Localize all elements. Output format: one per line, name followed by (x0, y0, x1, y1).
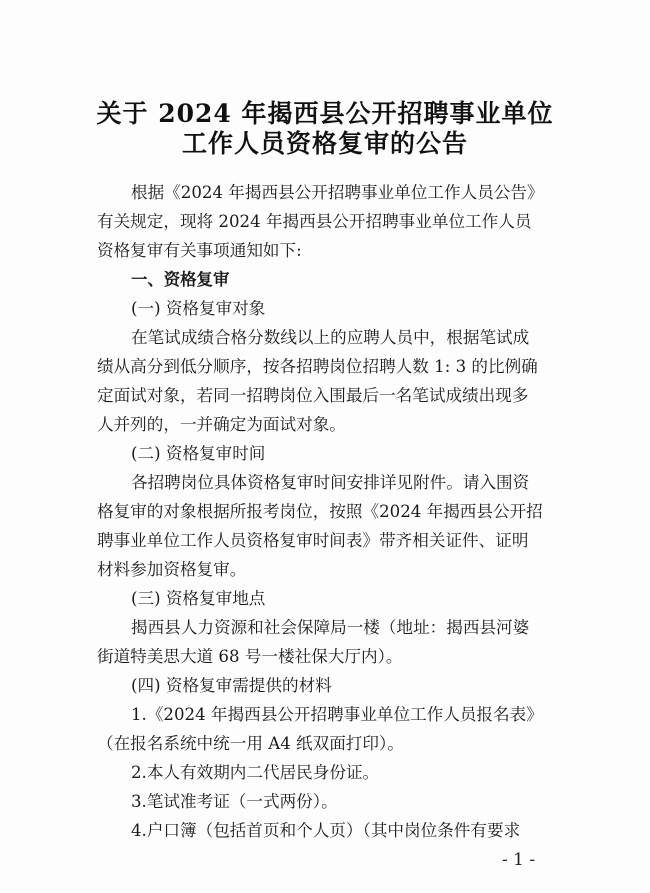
paragraph-line: 材料参加资格复审。 (97, 560, 247, 579)
paragraph-line: 根据《2024 年揭西县公开招聘事业单位工作人员公告》 (131, 183, 544, 202)
paragraph-line: 揭西县人力资源和社会保障局一楼（地址：揭西县河婆 (131, 618, 530, 637)
paragraph-line: 资格复审有关事项通知如下: (97, 241, 302, 260)
paragraph-line: 绩从高分到低分顺序，按各招聘岗位招聘人数 1: 3 的比例确 (97, 357, 538, 376)
document-title-line-2: 工作人员资格复审的公告 (181, 129, 468, 158)
section-heading: 一、资格复审 (131, 270, 230, 289)
paragraph-line: 各招聘岗位具体资格复审时间安排详见附件。请入围资 (131, 473, 530, 492)
list-item: 1.《2024 年揭西县公开招聘事业单位工作人员报名表》 (131, 705, 543, 724)
paragraph-line: 定面试对象，若同一招聘岗位入围最后一名笔试成绩出现多 (97, 386, 529, 405)
paragraph-line: 在笔试成绩合格分数线以上的应聘人员中，根据笔试成 (131, 328, 530, 347)
subsection-heading: (三) 资格复审地点 (131, 589, 266, 608)
list-item: 2.本人有效期内二代居民身份证。 (131, 763, 380, 782)
paragraph-line: 格复审的对象根据所报考岗位，按照《2024 年揭西县公开招 (97, 502, 543, 521)
paragraph-line: 人并列的，一并确定为面试对象。 (97, 415, 346, 434)
list-item: 4.户口簿（包括首页和个人页）（其中岗位条件有要求 (131, 821, 521, 840)
subsection-heading: (一) 资格复审对象 (131, 299, 266, 318)
list-item: 3.笔试准考证（一式两份）。 (131, 792, 338, 811)
subsection-heading: (四) 资格复审需提供的材料 (131, 676, 332, 695)
page-number: - 1 - (502, 850, 536, 870)
document-title-line-1: 关于 2024 年揭西县公开招聘事业单位 (96, 99, 554, 128)
paragraph-line: 有关规定，现将 2024 年揭西县公开招聘事业单位工作人员 (97, 212, 532, 231)
subsection-heading: (二) 资格复审时间 (131, 444, 266, 463)
paragraph-line: 街道特美思大道 68 号一楼社保大厅内）。 (97, 647, 403, 666)
paragraph-line: 聘事业单位工作人员资格复审时间表》带齐相关证件、证明 (97, 531, 529, 550)
list-item-continuation: （在报名系统中统一用 A4 纸双面打印）。 (97, 734, 404, 753)
